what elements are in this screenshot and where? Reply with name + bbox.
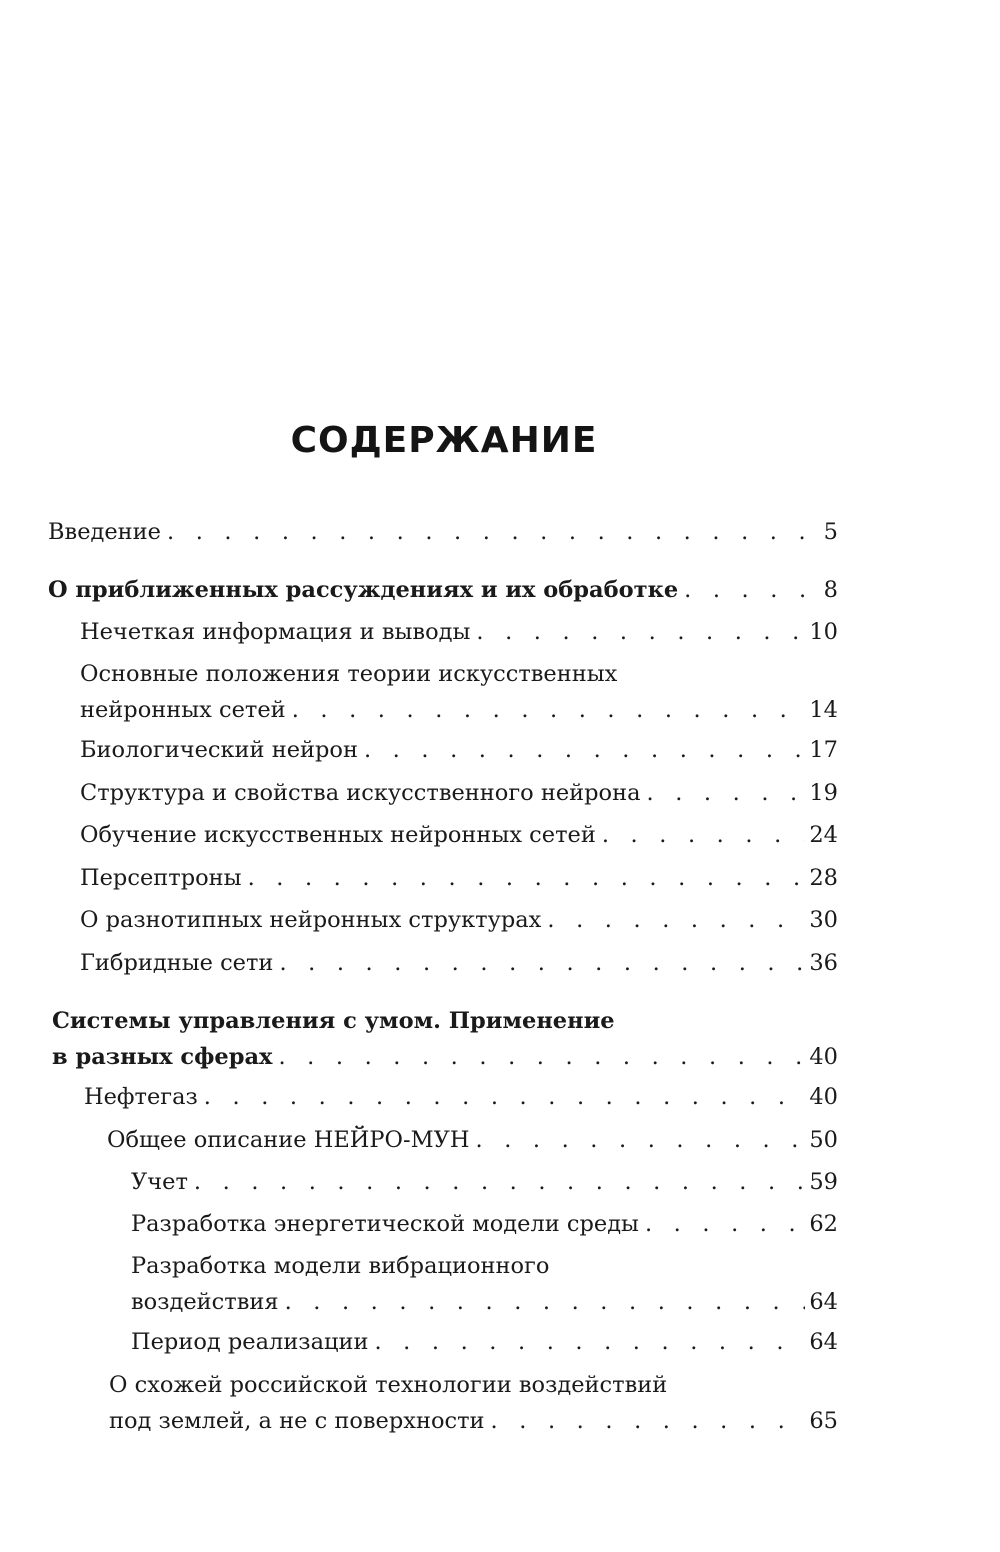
dot-leader — [194, 1164, 805, 1200]
toc-entry-label-line1: Разработка модели вибрационного — [131, 1253, 550, 1279]
toc-entry-label: Период реализации — [131, 1329, 369, 1355]
toc-entry-ann-theory[interactable] — [80, 656, 838, 728]
toc-page-number: 28 — [809, 865, 838, 891]
toc-chapter-control-systems[interactable] — [52, 1003, 838, 1075]
toc-entry-energy-model[interactable] — [131, 1206, 838, 1242]
dot-leader — [278, 1039, 805, 1075]
toc-entry-fuzzy-information[interactable] — [80, 614, 838, 650]
toc-entry-label: Обучение искусственных нейронных сетей — [80, 822, 596, 848]
toc-entry-label: Персептроны — [80, 865, 242, 891]
toc-page-number: 19 — [809, 780, 838, 806]
toc-entry-label-line2: воздействия — [131, 1289, 279, 1315]
toc-entry-russian-technology[interactable] — [109, 1367, 838, 1439]
toc-entry-label-line2: нейронных сетей — [80, 697, 286, 723]
dot-leader — [285, 1284, 806, 1320]
toc-entry-label: О приближенных рассуждениях и их обработке — [48, 577, 679, 603]
toc-page-number: 5 — [823, 519, 838, 545]
toc-page-number: 40 — [809, 1044, 838, 1070]
toc-entry-vibration-model[interactable] — [131, 1248, 838, 1320]
dot-leader — [647, 775, 806, 811]
dot-leader — [476, 614, 805, 650]
toc-entry-label: Нечеткая информация и выводы — [80, 619, 471, 645]
toc-entry-label: Нефтегаз — [84, 1084, 198, 1110]
toc-entry-neuro-mun-description[interactable] — [107, 1122, 838, 1158]
toc-page-number: 17 — [809, 737, 838, 763]
toc-entry-implementation-period[interactable] — [131, 1324, 838, 1360]
dot-leader — [248, 860, 806, 896]
toc-entry-introduction[interactable] — [48, 514, 838, 550]
dot-leader — [374, 1324, 805, 1360]
toc-entry-label: Структура и свойства искусственного нейрона — [80, 780, 641, 806]
toc-page-number: 65 — [809, 1408, 838, 1434]
dot-leader — [645, 1206, 805, 1242]
dot-leader — [491, 1403, 806, 1439]
toc-entry-label-line2: в разных сферах — [52, 1044, 273, 1070]
dot-leader — [547, 902, 805, 938]
toc-entry-accounting[interactable] — [131, 1164, 838, 1200]
toc-page-number: 64 — [809, 1329, 838, 1355]
toc-page-number: 40 — [809, 1084, 838, 1110]
dot-leader — [364, 732, 805, 768]
toc-entry-label: Учет — [131, 1169, 188, 1195]
toc-page-number: 50 — [809, 1127, 838, 1153]
toc-entry-hybrid-networks[interactable] — [80, 945, 838, 981]
toc-entry-label-line1: О схожей российской технологии воздействий — [109, 1372, 668, 1398]
dot-leader — [475, 1122, 805, 1158]
toc-page-number: 59 — [809, 1169, 838, 1195]
toc-entry-label: Общее описание НЕЙРО-МУН — [107, 1127, 470, 1153]
toc-page-number: 8 — [823, 577, 838, 603]
toc-page-number: 30 — [809, 907, 838, 933]
dot-leader — [602, 817, 806, 853]
page-title: СОДЕРЖАНИЕ — [290, 420, 598, 461]
toc-entry-label-line1: Системы управления с умом. Применение — [52, 1008, 615, 1034]
dot-leader — [167, 514, 820, 550]
toc-page-number: 36 — [809, 950, 838, 976]
toc-entry-label-line2: под землей, а не с поверхности — [109, 1408, 485, 1434]
toc-entry-heterogeneous-structures[interactable] — [80, 902, 838, 938]
toc-page-number: 10 — [809, 619, 838, 645]
toc-page-number: 14 — [809, 697, 838, 723]
toc-entry-label: Биологический нейрон — [80, 737, 358, 763]
dot-leader — [204, 1079, 806, 1115]
toc-entry-perceptrons[interactable] — [80, 860, 838, 896]
toc-entry-oil-gas[interactable] — [84, 1079, 838, 1115]
toc-entry-label: Введение — [48, 519, 161, 545]
toc-entry-label-line1: Основные положения теории искусственных — [80, 661, 618, 687]
toc-entry-label: О разнотипных нейронных структурах — [80, 907, 542, 933]
dot-leader — [684, 572, 820, 608]
dot-leader — [292, 692, 806, 728]
toc-entry-biological-neuron[interactable] — [80, 732, 838, 768]
dot-leader — [279, 945, 805, 981]
toc-entry-artificial-neuron-structure[interactable] — [80, 775, 838, 811]
toc-page-number: 64 — [809, 1289, 838, 1315]
toc-entry-label: Гибридные сети — [80, 950, 274, 976]
toc-entry-label: Разработка энергетической модели среды — [131, 1211, 639, 1237]
toc-page-number: 62 — [809, 1211, 838, 1237]
toc-entry-ann-training[interactable] — [80, 817, 838, 853]
toc-page-number: 24 — [809, 822, 838, 848]
toc-chapter-approximate-reasoning[interactable] — [48, 572, 838, 608]
